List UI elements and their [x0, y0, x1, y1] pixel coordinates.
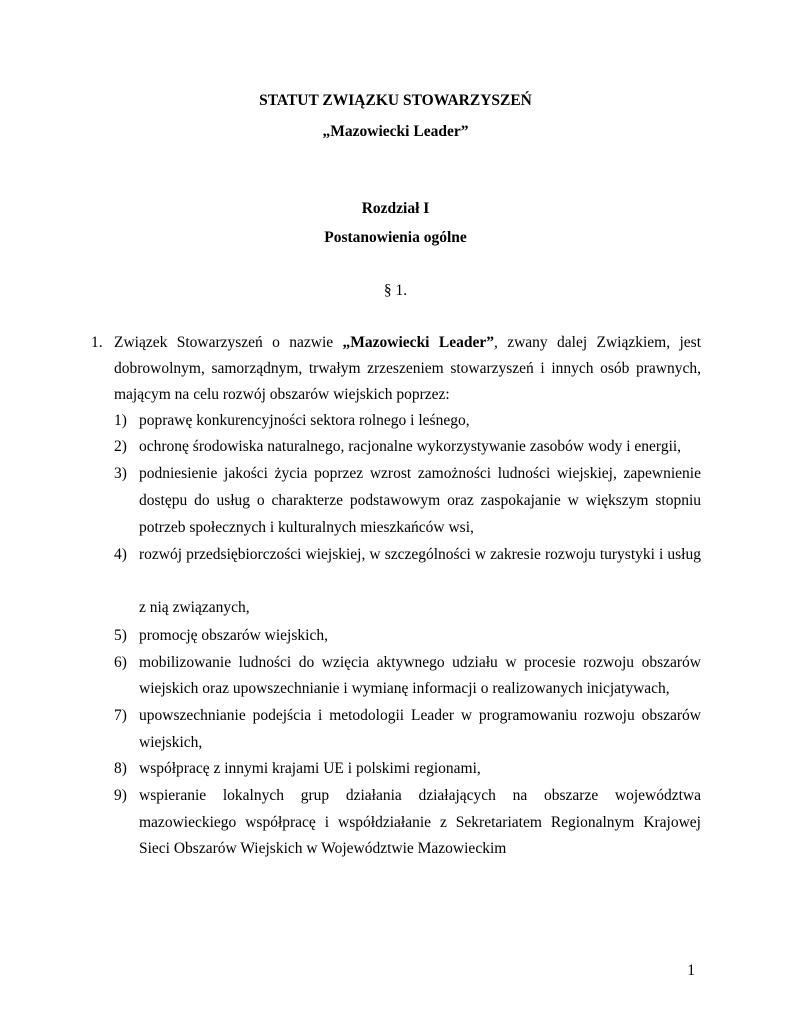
list-item-number: 2) — [114, 438, 127, 455]
paragraph-line-1-pre: Związek Stowarzyszeń o nazwie — [114, 334, 343, 351]
list-item-number: 7) — [114, 707, 127, 724]
list-item-number: 6) — [114, 654, 127, 671]
paragraph-line-2: dobrowolnym, samorządnym, trwałym zrzeszeniem stowarzyszeń i innych osób prawnych, — [114, 360, 701, 377]
paragraph-line-3: mającym na celu rozwój obszarów wiejskich poprzez: — [114, 386, 450, 403]
list-item-number: 8) — [114, 760, 127, 777]
document-title-line1: STATUT ZWIĄZKU STOWARZYSZEŃ — [259, 92, 532, 109]
paragraph-line-1 — [114, 334, 701, 352]
list-item-text: upowszechnianie podejścia i metodologii Leader w programowaniu rozwoju obszarów — [139, 707, 701, 724]
page-number: 1 — [687, 962, 695, 979]
list-item-text: Sieci Obszarów Wiejskich w Województwie Mazowieckim — [139, 840, 507, 857]
list-item-text: mobilizowanie ludności do wzięcia aktywnego udziału w procesie rozwoju obszarów — [139, 654, 701, 671]
list-item-text: z nią związanych, — [139, 599, 250, 616]
list-item-text: wiejskich, — [139, 734, 203, 751]
document-title-line2: „Mazowiecki Leader” — [322, 123, 469, 140]
list-item-text: poprawę konkurencyjności sektora rolnego i leśnego, — [139, 412, 470, 429]
list-item-number: 3) — [114, 465, 127, 482]
list-item-text: wiejskich oraz upowszechnianie i wymianę informacji o realizowanych inicjatywach, — [139, 680, 670, 697]
list-item-text: rozwój przedsiębiorczości wiejskiej, w szczególności w zakresie rozwoju turystyki i usług — [139, 546, 701, 563]
paragraph-number: 1. — [91, 334, 103, 351]
list-item-text: wspieranie lokalnych grup działania działających na obszarze województwa — [139, 787, 701, 804]
section-symbol: § 1. — [383, 282, 408, 299]
list-item-text: promocję obszarów wiejskich, — [139, 627, 328, 644]
list-item-text: mazowieckiego współpracę i współdziałanie z Sekretariatem Regionalnym Krajowej — [139, 814, 701, 831]
list-item-text: podniesienie jakości życia poprzez wzrost zamożności ludności wiejskiej, zapewnienie — [139, 465, 701, 482]
list-item-number: 4) — [114, 546, 127, 563]
list-item-number: 5) — [114, 627, 127, 644]
list-item-text: dostępu do usług o charakterze podstawowym oraz zaspokajanie w większym stopniu — [139, 492, 701, 509]
paragraph-line-1-post: , zwany dalej Związkiem, jest — [493, 334, 701, 351]
chapter-subheading: Postanowienia ogólne — [324, 229, 467, 246]
list-item-text: ochronę środowiska naturalnego, racjonalne wykorzystywanie zasobów wody i energii, — [139, 438, 682, 455]
association-name: „Mazowiecki Leader” — [342, 334, 494, 351]
list-item-number: 9) — [114, 787, 127, 804]
list-item-text: potrzeb społecznych i kulturalnych mieszkańców wsi, — [139, 519, 474, 536]
chapter-heading: Rozdział I — [361, 200, 430, 217]
list-item-text: współpracę z innymi krajami UE i polskimi regionami, — [139, 760, 481, 777]
list-item-number: 1) — [114, 412, 127, 429]
